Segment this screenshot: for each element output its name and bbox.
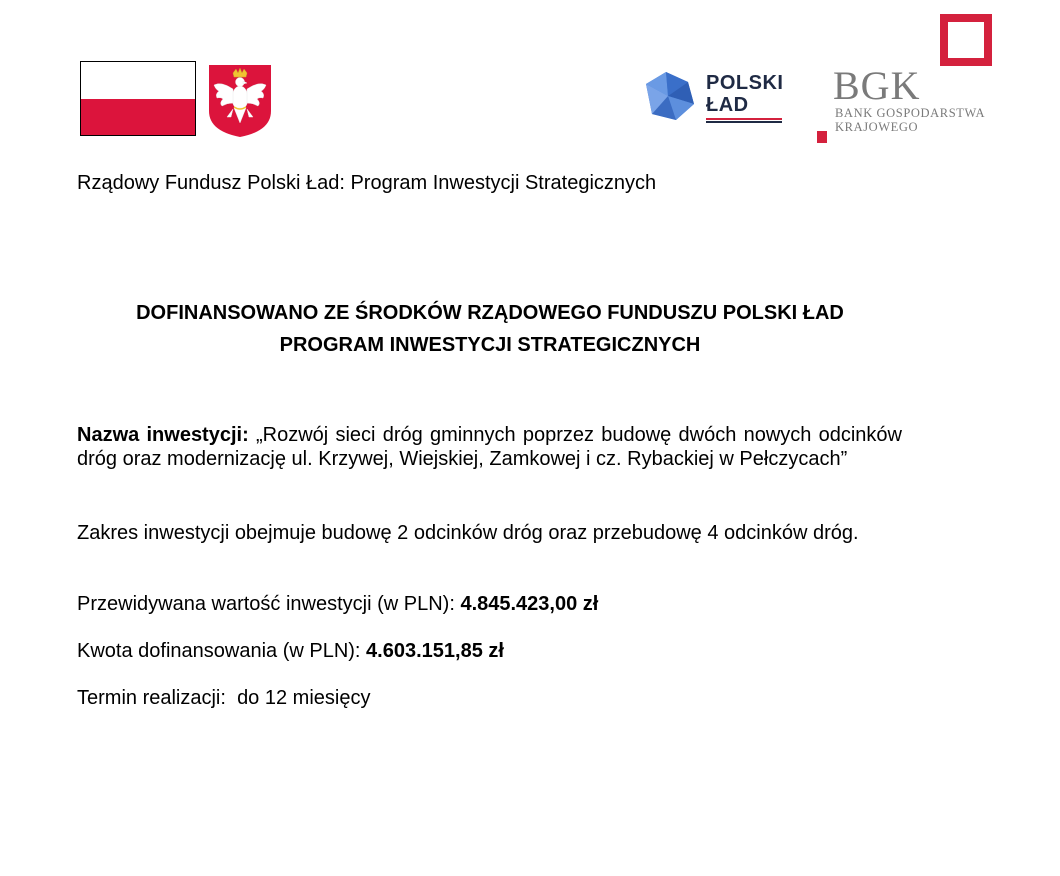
investment-scope: Zakres inwestycji obejmuje budowę 2 odcinków dróg oraz przebudowę 4 odcinków dróg.: [77, 522, 859, 544]
polish-flag-icon: [80, 61, 196, 136]
bgk-letters: BGK: [833, 63, 921, 108]
bgk-logo: [815, 14, 1000, 146]
headline-line-1: DOFINANSOWANO ZE ŚRODKÓW RZĄDOWEGO FUNDUSZU POLSKI ŁAD: [136, 302, 844, 324]
bgk-subtitle-line-2: KRAJOWEGO: [835, 120, 919, 134]
funding-label: Kwota dofinansowania (w PLN):: [77, 640, 361, 662]
flag-white-stripe: [81, 62, 195, 99]
headline-line-2: PROGRAM INWESTYCJI STRATEGICZNYCH: [279, 334, 701, 356]
headline: [60, 297, 920, 361]
flag-red-stripe: [81, 99, 195, 136]
polski-lad-navy-line: [706, 121, 782, 123]
funding-paragraph: [77, 639, 902, 663]
polski-lad-word-2: ŁAD: [706, 94, 749, 116]
bgk-square-icon: [940, 14, 992, 66]
funding-amount: 4.603.151,85 zł: [366, 640, 504, 662]
polish-eagle-emblem-icon: [207, 63, 273, 139]
bgk-subtitle-line-1: BANK GOSPODARSTWA: [835, 106, 986, 120]
investment-name-paragraph: [77, 423, 902, 471]
polski-lad-logo: [642, 70, 792, 128]
investment-name-label: Nazwa inwestycji:: [77, 424, 249, 446]
investment-value-paragraph: [77, 592, 902, 616]
polski-lad-polygon-icon: [642, 70, 698, 126]
term-paragraph: [77, 686, 902, 710]
bgk-red-dot: [817, 131, 827, 143]
investment-name-value: „Rozwój sieci dróg gminnych poprzez budowę dwóch nowych odcinków dróg oraz modernizację ul. Krzywej, Wiejskiej, Zamkowej i cz. Rybackiej w Pełczycach”: [77, 424, 903, 470]
polski-lad-red-line: [706, 118, 782, 120]
term-label: Termin realizacji:: [77, 687, 226, 709]
investment-value-label: Przewidywana wartość inwestycji (w PLN):: [77, 593, 455, 615]
investment-value-amount: 4.845.423,00 zł: [460, 593, 599, 615]
program-name: Rządowy Fundusz Polski Ład: Program Inwestycji Strategicznych: [77, 172, 657, 194]
term-value: do 12 miesięcy: [237, 687, 371, 709]
polski-lad-word-1: POLSKI: [706, 72, 784, 94]
